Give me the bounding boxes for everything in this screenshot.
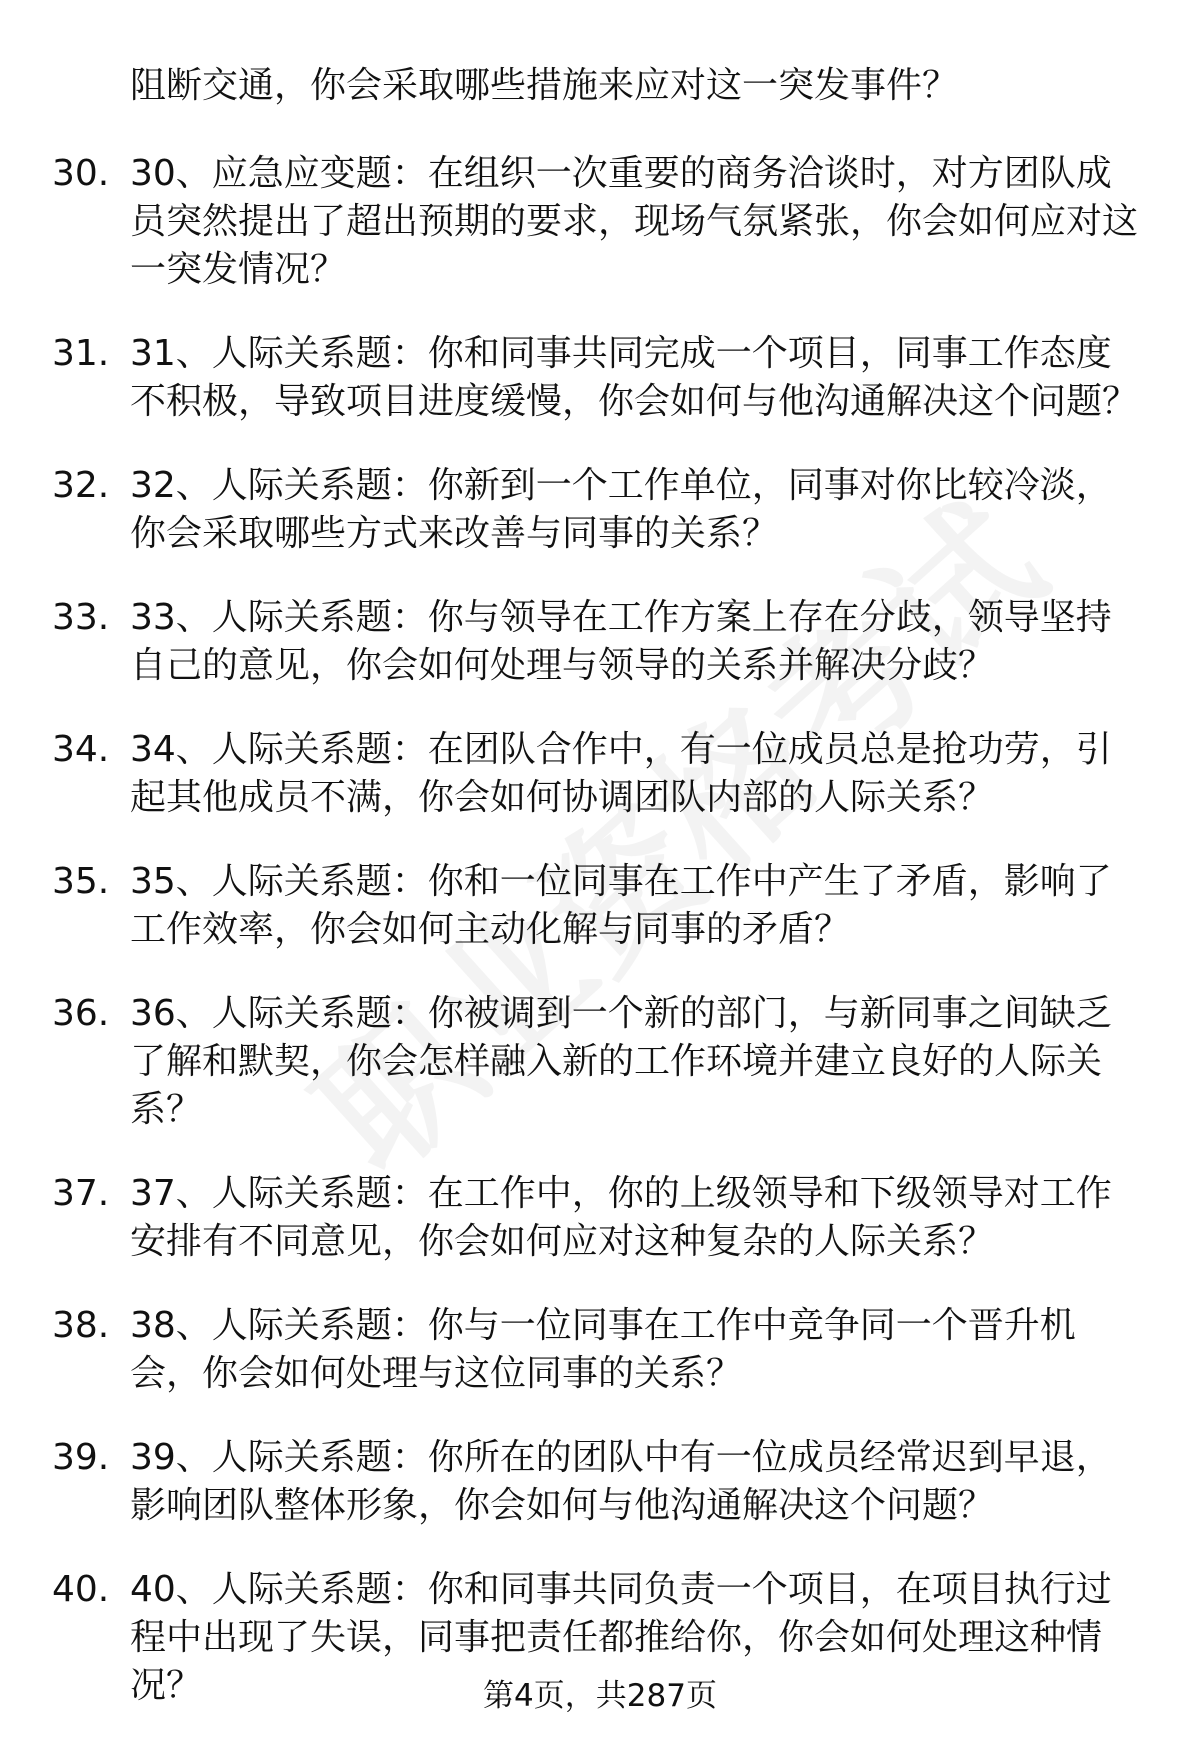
item-number: 39. bbox=[52, 1437, 110, 1478]
list-item bbox=[0, 1170, 1200, 1266]
item-text: 31、人际关系题：你和同事共同完成一个项目，同事工作态度不积极，导致项目进度缓慢，你会如何与他沟通解决这个问题？ bbox=[130, 333, 1139, 422]
item-number: 38. bbox=[52, 1305, 110, 1346]
list-item bbox=[0, 726, 1200, 822]
item-number: 33. bbox=[52, 597, 110, 638]
item-text: 37、人际关系题：在工作中，你的上级领导和下级领导对工作安排有不同意见，你会如何应对这种复杂的人际关系？ bbox=[130, 1173, 1112, 1262]
item-text: 30、应急应变题：在组织一次重要的商务洽谈时，对方团队成员突然提出了超出预期的要求，现场气氛紧张，你会如何应对这一突发情况？ bbox=[130, 153, 1139, 290]
item-text: 36、人际关系题：你被调到一个新的部门，与新同事之间缺乏了解和默契，你会怎样融入新的工作环境并建立良好的人际关系？ bbox=[130, 993, 1112, 1130]
item-text: 33、人际关系题：你与领导在工作方案上存在分歧，领导坚持自己的意见，你会如何处理与领导的关系并解决分歧？ bbox=[130, 597, 1112, 686]
list-item bbox=[0, 1302, 1200, 1398]
item-text: 35、人际关系题：你和一位同事在工作中产生了矛盾，影响了工作效率，你会如何主动化解与同事的矛盾？ bbox=[130, 861, 1112, 950]
item-number: 36. bbox=[52, 993, 110, 1034]
continuation-text: 阻断交通，你会采取哪些措施来应对这一突发事件？ bbox=[130, 65, 959, 106]
item-number: 40. bbox=[52, 1569, 110, 1610]
list-item bbox=[0, 990, 1200, 1134]
item-text: 32、人际关系题：你新到一个工作单位，同事对你比较冷淡，你会采取哪些方式来改善与同事的关系？ bbox=[130, 465, 1112, 554]
item-number: 31. bbox=[52, 333, 110, 374]
page-footer: 第4页，共287页 bbox=[483, 1678, 717, 1714]
item-number: 37. bbox=[52, 1173, 110, 1214]
item-text: 38、人际关系题：你与一位同事在工作中竞争同一个晋升机会，你会如何处理与这位同事的关系？ bbox=[130, 1305, 1076, 1394]
list-item bbox=[0, 1434, 1200, 1530]
item-text: 34、人际关系题：在团队合作中，有一位成员总是抢功劳，引起其他成员不满，你会如何协调团队内部的人际关系？ bbox=[130, 729, 1112, 818]
list-item bbox=[0, 150, 1200, 294]
list-item bbox=[0, 330, 1200, 426]
question-list bbox=[0, 150, 1200, 1746]
list-item bbox=[0, 462, 1200, 558]
item-number: 34. bbox=[52, 729, 110, 770]
list-item bbox=[0, 858, 1200, 954]
item-number: 30. bbox=[52, 153, 110, 194]
item-number: 35. bbox=[52, 861, 110, 902]
item-text: 40、人际关系题：你和同事共同负责一个项目，在项目执行过程中出现了失误，同事把责任都推给你，你会如何处理这种情况？ bbox=[130, 1569, 1112, 1706]
item-number: 32. bbox=[52, 465, 110, 506]
list-item bbox=[0, 594, 1200, 690]
item-text: 39、人际关系题：你所在的团队中有一位成员经常迟到早退，影响团队整体形象，你会如何与他沟通解决这个问题？ bbox=[130, 1437, 1112, 1526]
